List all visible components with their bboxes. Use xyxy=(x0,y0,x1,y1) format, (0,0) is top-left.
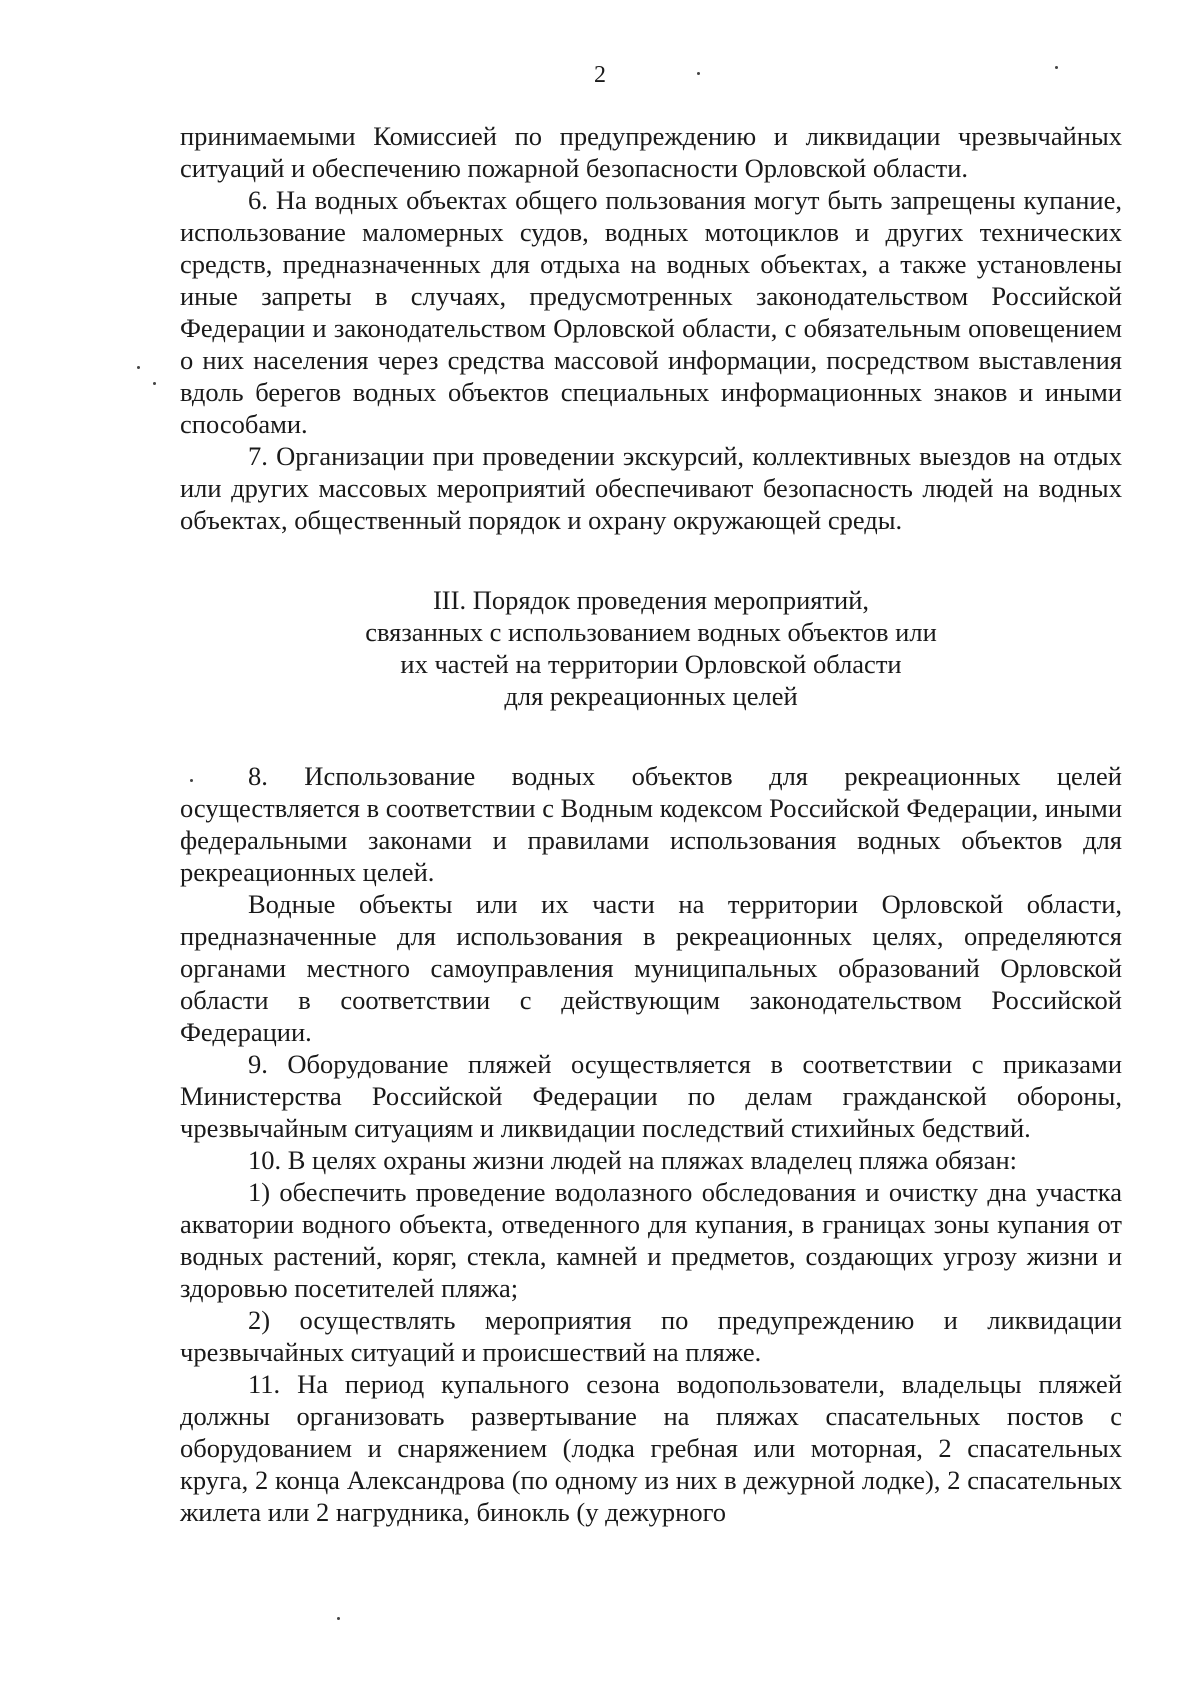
paragraph-8: 8. Использование водных объектов для рекреационных целей осуществляется в соответствии с Водным кодексом Российской Федерации, иными федеральными законами и правилами использования водных объектов для рекреационных целей. xyxy=(180,761,1122,887)
paragraph-7: 7. Организации при проведении экскурсий, коллективных выездов на отдых или других массовых мероприятий обеспечивают безопасность людей на водных объектах, общественный порядок и охрану окружающей среды. xyxy=(180,441,1122,535)
paragraph-11: 11. На период купального сезона водопользователи, владельцы пляжей должны организовать развертывание на пляжах спасательных постов с оборудованием и снаряжением (лодка гребная или моторная, 2 спасательных круга, 2 конца Александрова (по одному из них в дежурной лодке), 2 спасательных жилета или 2 нагрудника, бинокль (у дежурного xyxy=(180,1369,1122,1527)
section-heading-line: для рекреационных целей xyxy=(504,681,798,711)
section-heading-line: связанных с использованием водных объектов или xyxy=(365,617,937,647)
scan-speck xyxy=(337,1617,340,1620)
scan-speck xyxy=(190,779,193,782)
paragraph-9: 9. Оборудование пляжей осуществляется в соответствии с приказами Министерства Российской Федерации по делам гражданской обороны, чрезвычайным ситуациям и ликвидации последствий стихийных бедствий. xyxy=(180,1049,1122,1143)
section-heading-line: их частей на территории Орловской области xyxy=(400,649,902,679)
paragraph-10-item-2: 2) осуществлять мероприятия по предупреждению и ликвидации чрезвычайных ситуаций и происшествий на пляже. xyxy=(180,1305,1122,1367)
scan-speck xyxy=(153,382,156,385)
section-heading-line: III. Порядок проведения мероприятий, xyxy=(432,585,870,615)
page-number: 2 xyxy=(594,62,606,88)
paragraph-10-item-1: 1) обеспечить проведение водолазного обследования и очистку дна участка акватории водного объекта, отведенного для купания, в границах зоны купания от водных растений, коряг, стекла, камней и предметов, создающих угрозу жизни и здоровью посетителей пляжа; xyxy=(180,1177,1122,1303)
scan-speck xyxy=(137,366,140,369)
paragraph-8-continued: Водные объекты или их части на территории Орловской области, предназначенные для использования в рекреационных целях, определяются органами местного самоуправления муниципальных образований Орловской области в соответствии с действующим законодательством Российской Федерации. xyxy=(180,889,1122,1047)
scan-speck xyxy=(1055,66,1058,69)
section-heading xyxy=(180,584,1122,712)
document-body xyxy=(180,120,1122,1528)
paragraph-continuation: принимаемыми Комиссией по предупреждению и ликвидации чрезвычайных ситуаций и обеспечению пожарной безопасности Орловской области. xyxy=(180,121,1122,183)
scan-speck xyxy=(697,72,700,75)
paragraph-10: 10. В целях охраны жизни людей на пляжах владелец пляжа обязан: xyxy=(248,1145,1018,1175)
paragraph-6: 6. На водных объектах общего пользования могут быть запрещены купание, использование маломерных судов, водных мотоциклов и других технических средств, предназначенных для отдыха на водных объектах, а также установлены иные запреты в случаях, предусмотренных законодательством Российской Федерации и законодательством Орловской области, с обязательным оповещением о них населения через средства массовой информации, посредством выставления вдоль берегов водных объектов специальных информационных знаков и иными способами. xyxy=(180,185,1122,439)
